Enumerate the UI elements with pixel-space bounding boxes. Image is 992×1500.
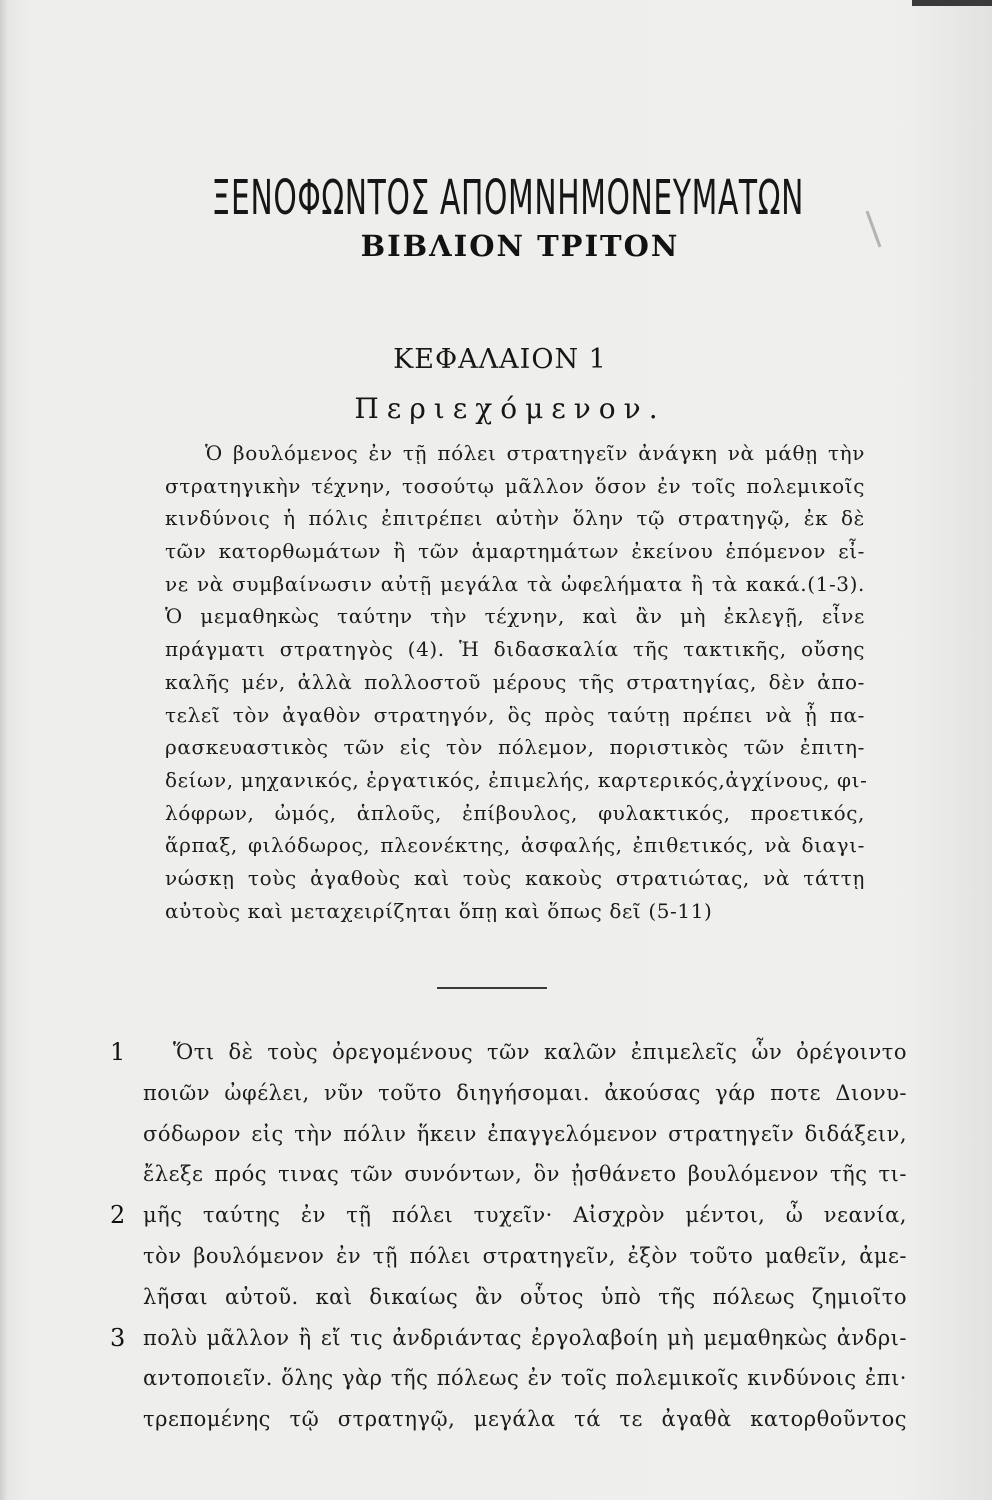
summary-line: νώσκῃ τοὺς ἀγαθοὺς καὶ τοὺς κακοὺς στρατιώτας, νὰ τάττῃ (165, 865, 865, 890)
summary-line: τελεῖ τὸν ἀγαθὸν στρατηγόν, ὃς πρὸς ταύτῃ πρέπει νὰ ᾖ πα- (165, 702, 865, 727)
summary-line: ρασκευαστικὸς τῶν εἰς τὸν πόλεμον, ποριστικὸς τῶν ἐπιτη- (165, 735, 865, 760)
summary-line: ἅρπαξ, φιλόδωρος, πλεονέκτης, ἀσφαλής, ἐπιθετικός, νὰ διαγι- (165, 833, 865, 858)
contents-heading: Περιεχόμενον. (354, 392, 666, 425)
summary-line: λόφρων, ὠμός, ἁπλοῦς, ἐπίβουλος, φυλακτικός, προετικός, (165, 800, 865, 825)
text-line: πολὺ μᾶλλον ἢ εἴ τις ἀνδριάντας ἐργολαβοίη μὴ μεμαθηκὼς ἀνδρι- (143, 1325, 907, 1350)
summary-line: Ὁ βουλόμενος ἐν τῇ πόλει στρατηγεῖν ἀνάγκη νὰ μάθῃ τὴν (205, 441, 865, 465)
section-divider (437, 987, 547, 989)
text-line: αντοποιεῖν. ὅλης γὰρ τῆς πόλεως ἐν τοῖς πολεμικοῖς κινδύνοις ἐπι· (143, 1366, 907, 1391)
summary-line: Ὁ μεμαθηκὼς ταύτην τὴν τέχνην, καὶ ἂν μὴ ἐκλεγῇ, εἶνε (165, 604, 865, 629)
text-line: σόδωρον εἰς τὴν πόλιν ἥκειν ἐπαγγελόμενον στρατηγεῖν διδάξειν, (143, 1121, 907, 1146)
summary-line: καλῆς μέν, ἀλλὰ πολλοστοῦ μέρους τῆς στρατηγίας, δὲν ἀπο- (165, 669, 865, 694)
section-number: 2 (110, 1201, 126, 1230)
summary-line: κινδύνοις ἡ πόλις ἐπιτρέπει αὐτὴν ὅλην τῷ στρατηγῷ, ἐκ δὲ (165, 506, 865, 531)
chapter-heading: ΚΕΦΑΛΑΙΟΝ 1 (393, 344, 607, 375)
text-line: τρεπομένης τῷ στρατηγῷ, μεγάλα τά τε ἀγαθὰ κατορθοῦντος (143, 1407, 907, 1432)
section-number: 3 (110, 1323, 126, 1352)
page-gutter-shadow (0, 0, 8, 1500)
summary-line: δείων, μηχανικός, ἐργατικός, ἐπιμελής, καρτερικός,ἀγχίνους, φι- (165, 767, 868, 792)
summary-line: νε νὰ συμβαίνωσιν αὐτῇ μεγάλα τὰ ὠφελήματα ἢ τὰ κακά.(1-3). (165, 571, 865, 596)
summary-line: αὐτοὺς καὶ μεταχειρίζηται ὅπῃ καὶ ὅπως δεῖ (5-11) (165, 898, 713, 923)
text-line: τὸν βουλόμενον ἐν τῇ πόλει στρατηγεῖν, ἐξὸν τοῦτο μαθεῖν, ἀμε- (143, 1243, 907, 1268)
summary-line: στρατηγικὴν τέχνην, τοσούτῳ μᾶλλον ὅσον ἐν τοῖς πολεμικοῖς (165, 473, 865, 498)
text-line: λῆσαι αὐτοῦ. καὶ δικαίως ἂν οὗτος ὑπὸ τῆς πόλεως ζημιοῖτο (143, 1284, 907, 1309)
text-line: ποιῶν ὠφέλει, νῦν τοῦτο διηγήσομαι. ἀκούσας γάρ ποτε Διονυ- (143, 1080, 907, 1105)
summary-line: πράγματι στρατηγὸς (4). Ἡ διδασκαλία τῆς τακτικῆς, οὔσης (165, 637, 865, 662)
book-subtitle: ΒΙΒΛΙΟΝ ΤΡΙΤΟΝ (360, 229, 680, 263)
book-title: ΞΕΝΟΦΩΝΤΟΣ ΑΠΟΜΝΗΜΟΝΕΥΜΑΤΩΝ (211, 170, 804, 226)
chapter-summary (165, 437, 868, 927)
section-number: 1 (110, 1038, 126, 1066)
text-line: Ὅτι δὲ τοὺς ὀρεγομένους τῶν καλῶν ἐπιμελεῖς ὧν ὀρέγοιντο (173, 1040, 907, 1064)
text-line: μῆς ταύτης ἐν τῇ πόλει τυχεῖν· Αἰσχρὸν μέντοι, ὦ νεανία, (143, 1203, 907, 1228)
text-line: ἔλεξε πρός τινας τῶν συνόντων, ὃν ᾐσθάνετο βουλόμενον τῆς τι- (143, 1162, 907, 1187)
summary-line: τῶν κατορθωμάτων ἢ τῶν ἁμαρτημάτων ἐκείνου ἑπόμενον εἶ- (165, 539, 865, 564)
page-corner-edge (912, 0, 992, 6)
main-text (143, 1032, 907, 1440)
